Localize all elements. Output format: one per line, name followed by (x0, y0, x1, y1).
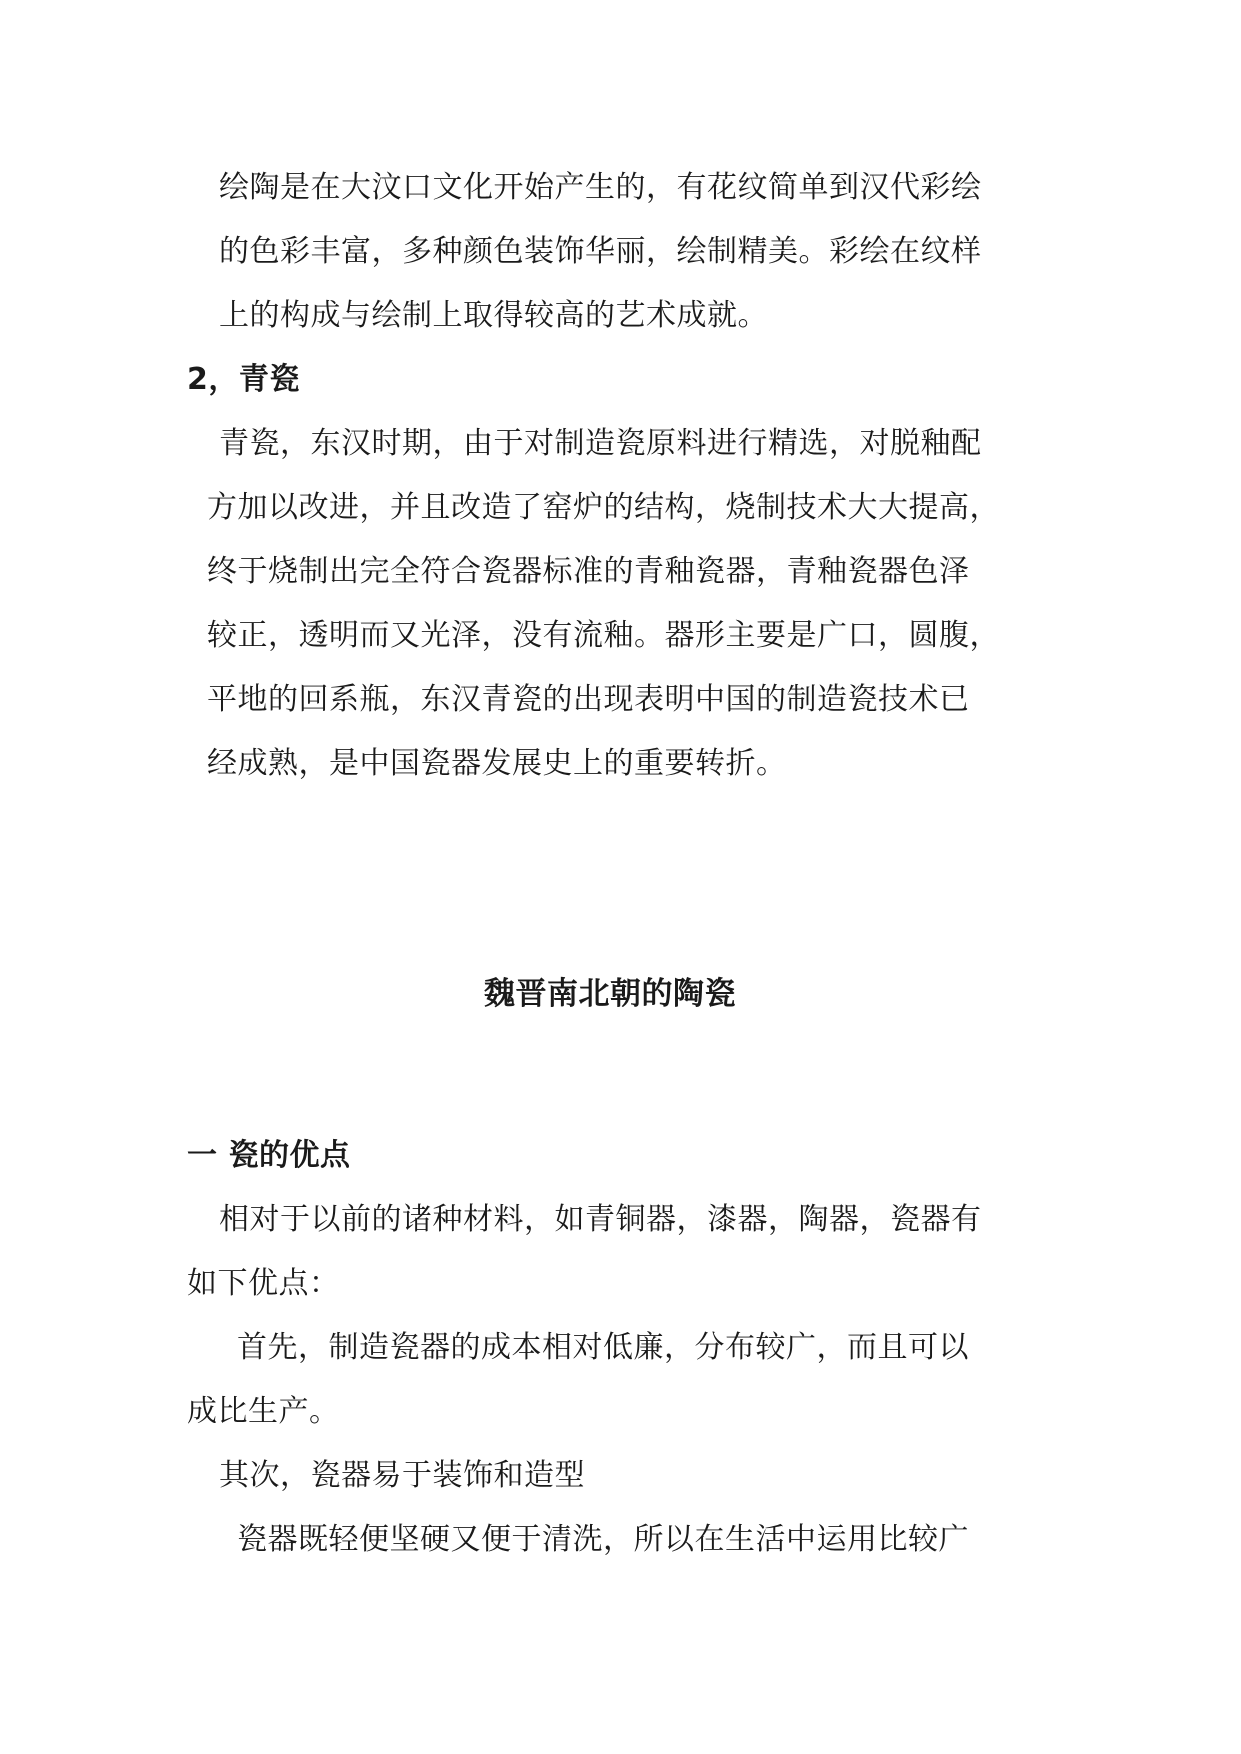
paragraph-line: 如下优点： (187, 1266, 340, 1301)
paragraph-line: 青瓷，东汉时期，由于对制造瓷原料进行精选，对脱釉配 (219, 426, 982, 461)
paragraph-line: 成比生产。 (187, 1394, 340, 1429)
paragraph-line: 方加以改进，并且改造了窑炉的结构，烧制技术大大提高， (207, 490, 1000, 525)
chapter-title: 魏晋南北朝的陶瓷 (484, 976, 736, 1012)
paragraph-line: 的色彩丰富，多种颜色装饰华丽，绘制精美。彩绘在纹样 (219, 234, 982, 269)
paragraph-line: 瓷器既轻便坚硬又便于清洗，所以在生活中运用比较广 (237, 1522, 969, 1557)
section-heading: 一 瓷的优点 (187, 1138, 351, 1173)
paragraph-line: 其次，瓷器易于装饰和造型 (219, 1458, 585, 1493)
paragraph-line: 较正，透明而又光泽，没有流釉。器形主要是广口，圆腹， (207, 618, 1000, 653)
section-heading: 2，青瓷 (187, 362, 300, 397)
paragraph-line: 绘陶是在大汶口文化开始产生的，有花纹简单到汉代彩绘 (219, 170, 982, 205)
paragraph-line: 平地的回系瓶，东汉青瓷的出现表明中国的制造瓷技术已 (207, 682, 970, 717)
paragraph-line: 相对于以前的诸种材料，如青铜器，漆器，陶器，瓷器有 (219, 1202, 982, 1237)
paragraph-line: 终于烧制出完全符合瓷器标准的青釉瓷器，青釉瓷器色泽 (207, 554, 970, 589)
paragraph-line: 上的构成与绘制上取得较高的艺术成就。 (219, 298, 768, 333)
paragraph-line: 经成熟，是中国瓷器发展史上的重要转折。 (207, 746, 787, 781)
paragraph-line: 首先，制造瓷器的成本相对低廉，分布较广，而且可以 (237, 1330, 969, 1365)
